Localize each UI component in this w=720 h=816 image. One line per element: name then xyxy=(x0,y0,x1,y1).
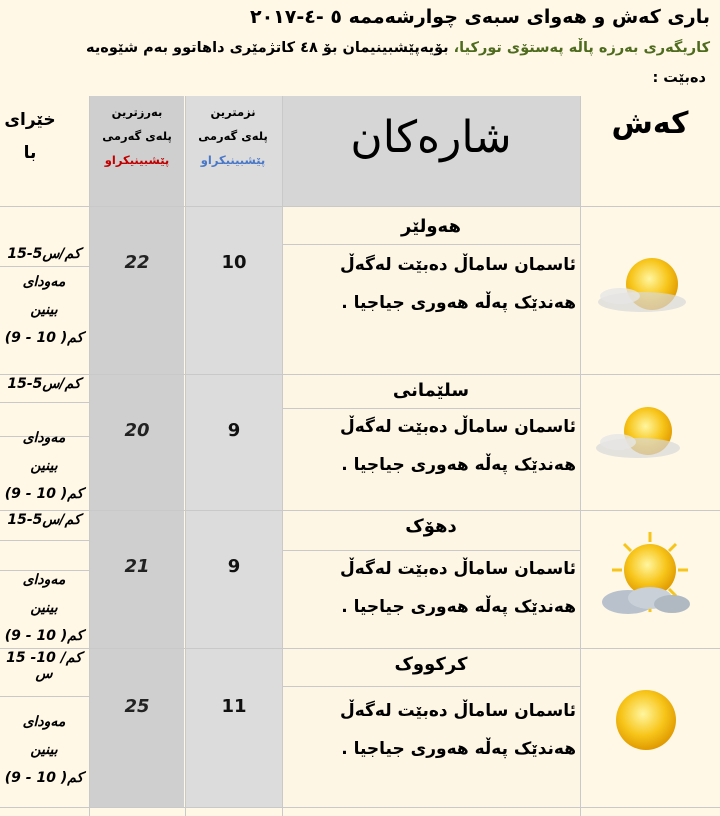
weather-header: کەش xyxy=(611,106,689,141)
wind-speed-header: خێرای با xyxy=(4,110,56,163)
city-name: کرکووک xyxy=(394,654,468,675)
sun-behind-cloud-icon xyxy=(590,236,700,336)
subtitle-highlight: کاریگەری بەرزە پاڵە پەستۆی تورکیا، xyxy=(453,40,710,56)
city-name: هەولێر xyxy=(401,216,461,237)
min-temp: 9 xyxy=(227,556,241,577)
report-subtitle-end: دەبێت : xyxy=(652,70,706,86)
wind-speed: 15-5کم/س xyxy=(7,512,81,528)
subtitle-rest: بۆیەپێشبینیمان بۆ ٤٨ کاتژمێری داهاتوو بەم شێوەیە xyxy=(86,40,454,56)
max-temp: 25 xyxy=(124,696,150,717)
max-temp: 22 xyxy=(124,252,150,273)
min-temp: 9 xyxy=(227,420,241,441)
report-subtitle xyxy=(86,40,710,56)
visibility: مەودای بینین (9 - 10 )کم xyxy=(4,572,84,644)
forecast-description: ئاسمان ساماڵ دەبێت لەگەڵ هەندێک پەڵە هەوری جیاجیا . xyxy=(339,559,576,617)
min-temp-header: نزمترین پلەی گەرمی پێشبینیکراو xyxy=(198,105,268,167)
min-temp: 11 xyxy=(221,696,247,717)
sun-behind-cloud-icon xyxy=(590,386,700,486)
city-name: دهۆک xyxy=(405,516,457,537)
wind-speed: 15-5کم/س xyxy=(7,246,81,262)
forecast-description: ئاسمان ساماڵ دەبێت لەگەڵ هەندێک پەڵە هەوری جیاجیا . xyxy=(339,417,576,475)
visibility: مەودای بینین (9 - 10 )کم xyxy=(4,274,84,346)
report-title: باری کەش و هەوای سبەی چوارشەممە ٥ -٤-٢٠١٧ xyxy=(249,6,710,28)
sun-with-clouds-icon xyxy=(590,526,700,626)
max-temp-header: بەرزترین پلەی گەرمی پێشبینیکراو xyxy=(102,105,172,167)
forecast-description: ئاسمان ساماڵ دەبێت لەگەڵ هەندێک پەڵە هەوری جیاجیا . xyxy=(339,255,576,313)
sun-icon xyxy=(590,670,700,770)
forecast-table xyxy=(0,96,720,816)
wind-speed: 15 -10 کم/س xyxy=(6,650,82,682)
wind-speed: 15-5کم/س xyxy=(7,376,81,392)
visibility: مەودای بینین (9 - 10 )کم xyxy=(4,430,84,502)
forecast-description: ئاسمان ساماڵ دەبێت لەگەڵ هەندێک پەڵە هەوری جیاجیا . xyxy=(339,701,576,759)
max-temp: 20 xyxy=(124,420,150,441)
min-temp: 10 xyxy=(221,252,247,273)
max-temp: 21 xyxy=(124,556,150,577)
report-header xyxy=(0,0,720,96)
visibility: مەودای بینین (9 - 10 )کم xyxy=(4,714,84,786)
city-name: سلێمانی xyxy=(392,380,470,401)
cities-header: شارەکان xyxy=(350,112,512,163)
